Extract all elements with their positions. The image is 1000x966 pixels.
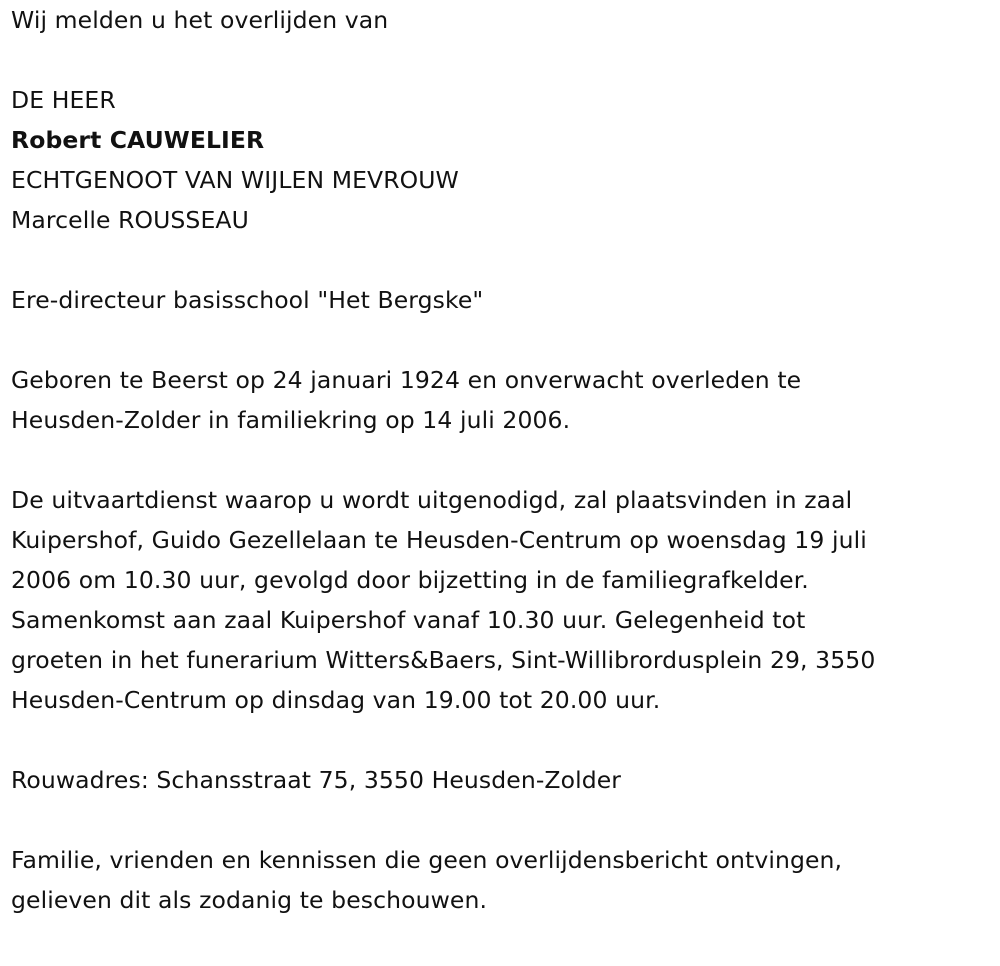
paragraph-line: 2006 om 10.30 uur, gevolgd door bijzetting in de familiegrafkelder. — [11, 566, 809, 594]
paragraph-line: Samenkomst aan zaal Kuipershof vanaf 10.30 uur. Gelegenheid tot — [11, 606, 806, 634]
spacer — [11, 320, 996, 360]
paragraph-line: Heusden-Centrum op dinsdag van 19.00 tot 20.00 uur. — [11, 686, 661, 714]
spacer — [11, 240, 996, 280]
funeral-paragraph — [11, 480, 996, 720]
birth-death-paragraph — [11, 360, 996, 440]
spacer — [11, 720, 996, 760]
obituary-notice — [11, 0, 996, 920]
paragraph-line: gelieven dit als zodanig te beschouwen. — [11, 886, 488, 914]
spacer — [11, 40, 996, 80]
paragraph-line: Kuipershof, Guido Gezellelaan te Heusden-Centrum op woensdag 19 juli — [11, 526, 867, 554]
paragraph-line: Familie, vrienden en kennissen die geen overlijdensbericht ontvingen, — [11, 846, 843, 874]
mourning-address: Rouwadres: Schansstraat 75, 3550 Heusden-Zolder — [11, 766, 622, 794]
closing-paragraph — [11, 840, 996, 920]
paragraph-line: Geboren te Beerst op 24 januari 1924 en onverwacht overleden te — [11, 366, 802, 394]
spacer — [11, 800, 996, 840]
intro-text: Wij melden u het overlijden van — [11, 6, 389, 34]
paragraph-line: groeten in het funerarium Witters&Baers, Sint-Willibrordusplein 29, 3550 — [11, 646, 876, 674]
deceased-name: Robert CAUWELIER — [11, 126, 265, 154]
paragraph-line: Heusden-Zolder in familiekring op 14 juli 2006. — [11, 406, 571, 434]
spouse-name: Marcelle ROUSSEAU — [11, 206, 249, 234]
role-text: Ere-directeur basisschool "Het Bergske" — [11, 286, 484, 314]
spouse-label: ECHTGENOOT VAN WIJLEN MEVROUW — [11, 166, 459, 194]
spacer — [11, 440, 996, 480]
paragraph-line: De uitvaartdienst waarop u wordt uitgenodigd, zal plaatsvinden in zaal — [11, 486, 853, 514]
title-prefix: DE HEER — [11, 86, 116, 114]
